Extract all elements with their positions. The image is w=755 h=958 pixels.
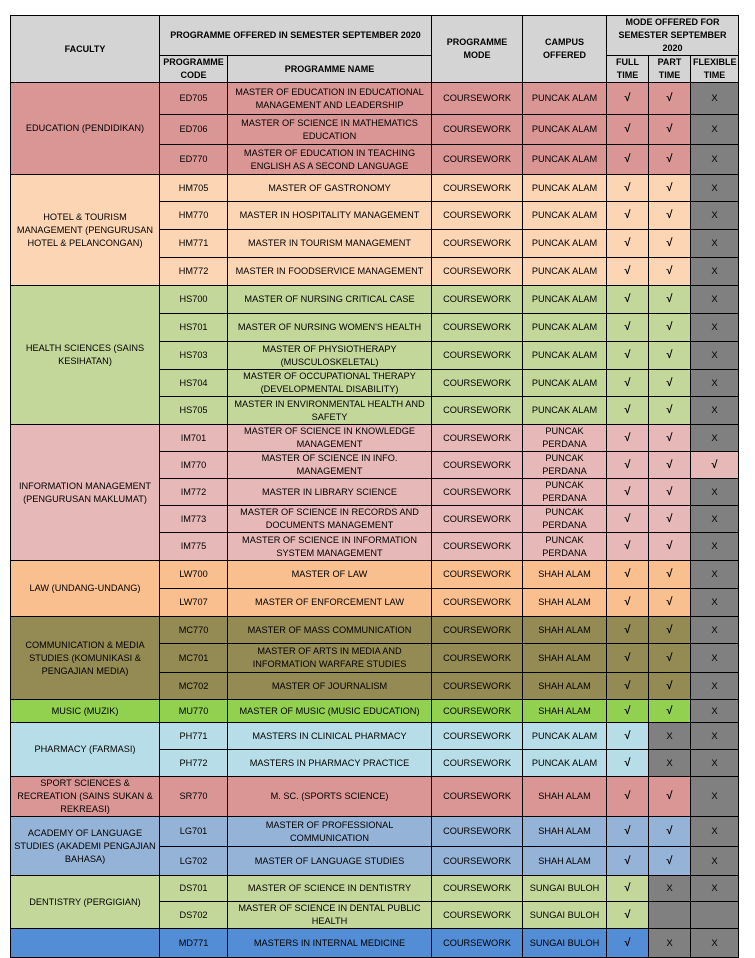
full-time-cell: √ xyxy=(607,817,649,847)
programme-name-cell: MASTERS IN PHARMACY PRACTICE xyxy=(228,750,432,777)
part-time-cell: √ xyxy=(649,617,691,644)
programme-code-cell: PH771 xyxy=(160,723,228,750)
programme-name-cell: MASTER OF SCIENCE IN INFORMATION SYSTEM MANAGEMENT xyxy=(228,533,432,561)
programme-code-header: PROGRAMME CODE xyxy=(160,56,228,83)
programme-name-cell: MASTER OF GASTRONOMY xyxy=(228,175,432,202)
part-time-cell: √ xyxy=(649,286,691,314)
programme-code-cell: HS700 xyxy=(160,286,228,314)
faculty-cell: INFORMATION MANAGEMENT (PENGURUSAN MAKLUMAT) xyxy=(11,425,160,561)
table-row xyxy=(11,723,739,750)
full-time-cell: √ xyxy=(607,202,649,230)
campus-offered-header: CAMPUS OFFERED xyxy=(523,16,607,83)
programme-code-cell: ED770 xyxy=(160,145,228,175)
part-time-cell: √ xyxy=(649,314,691,342)
campus-cell: PUNCAK PERDANA xyxy=(523,425,607,452)
faculty-cell xyxy=(11,929,160,958)
part-time-cell: √ xyxy=(649,370,691,397)
programme-code-cell: PH772 xyxy=(160,750,228,777)
flexible-time-cell: X xyxy=(691,847,739,876)
programme-mode-header: PROGRAMME MODE xyxy=(432,16,523,83)
flexible-time-cell: X xyxy=(691,876,739,902)
programme-mode-cell: COURSEWORK xyxy=(432,479,523,506)
faculty-cell: EDUCATION (PENDIDIKAN) xyxy=(11,83,160,175)
programme-name-cell: MASTER OF LANGUAGE STUDIES xyxy=(228,847,432,876)
part-time-cell: √ xyxy=(649,817,691,847)
programme-mode-cell: COURSEWORK xyxy=(432,202,523,230)
programme-name-cell: MASTER OF ENFORCEMENT LAW xyxy=(228,589,432,617)
flexible-time-cell: X xyxy=(691,673,739,700)
programme-code-cell: IM701 xyxy=(160,425,228,452)
programme-name-cell: MASTER OF EDUCATION IN EDUCATIONAL MANAGEMENT AND LEADERSHIP xyxy=(228,83,432,115)
part-time-cell: √ xyxy=(649,533,691,561)
full-time-cell: √ xyxy=(607,425,649,452)
flexible-time-cell: X xyxy=(691,929,739,958)
programme-table-sheet xyxy=(10,15,738,949)
flexible-time-cell: X xyxy=(691,397,739,425)
full-time-cell: √ xyxy=(607,929,649,958)
full-time-cell: √ xyxy=(607,644,649,673)
part-time-cell: √ xyxy=(649,700,691,723)
table-row xyxy=(11,777,739,817)
programme-mode-cell: COURSEWORK xyxy=(432,258,523,286)
part-time-cell: √ xyxy=(649,452,691,479)
programme-name-cell: MASTERS IN INTERNAL MEDICINE xyxy=(228,929,432,958)
programme-name-cell: MASTER IN TOURISM MANAGEMENT xyxy=(228,230,432,258)
programme-code-cell: HM771 xyxy=(160,230,228,258)
programme-code-cell: HM772 xyxy=(160,258,228,286)
campus-cell: SHAH ALAM xyxy=(523,617,607,644)
campus-cell: SUNGAI BULOH xyxy=(523,902,607,929)
flexible-time-cell: X xyxy=(691,506,739,533)
part-time-cell: X xyxy=(649,750,691,777)
programme-mode-cell: COURSEWORK xyxy=(432,561,523,589)
programme-mode-cell: COURSEWORK xyxy=(432,644,523,673)
programme-name-cell: MASTER IN LIBRARY SCIENCE xyxy=(228,479,432,506)
programme-code-cell: HS704 xyxy=(160,370,228,397)
full-time-cell: √ xyxy=(607,617,649,644)
full-time-cell: √ xyxy=(607,777,649,817)
table-row xyxy=(11,700,739,723)
programme-name-cell: MASTER IN HOSPITALITY MANAGEMENT xyxy=(228,202,432,230)
programme-mode-cell: COURSEWORK xyxy=(432,370,523,397)
campus-cell: SHAH ALAM xyxy=(523,644,607,673)
programme-code-cell: LG701 xyxy=(160,817,228,847)
part-time-cell: √ xyxy=(649,230,691,258)
programme-mode-cell: COURSEWORK xyxy=(432,425,523,452)
part-time-cell: √ xyxy=(649,202,691,230)
flexible-time-cell: X xyxy=(691,533,739,561)
flexible-time-cell: X xyxy=(691,370,739,397)
programme-mode-cell: COURSEWORK xyxy=(432,145,523,175)
programme-mode-cell: COURSEWORK xyxy=(432,314,523,342)
programme-mode-cell: COURSEWORK xyxy=(432,847,523,876)
programme-code-cell: IM770 xyxy=(160,452,228,479)
part-time-cell: √ xyxy=(649,145,691,175)
full-time-cell: √ xyxy=(607,83,649,115)
programme-mode-cell: COURSEWORK xyxy=(432,533,523,561)
programme-mode-cell: COURSEWORK xyxy=(432,876,523,902)
full-time-cell: √ xyxy=(607,533,649,561)
programme-code-cell: MU770 xyxy=(160,700,228,723)
flexible-time-cell: X xyxy=(691,589,739,617)
programme-mode-cell: COURSEWORK xyxy=(432,175,523,202)
programme-code-cell: ED705 xyxy=(160,83,228,115)
programme-name-cell: MASTER OF MASS COMMUNICATION xyxy=(228,617,432,644)
campus-cell: PUNCAK PERDANA xyxy=(523,506,607,533)
programme-code-cell: HM705 xyxy=(160,175,228,202)
faculty-cell: PHARMACY (FARMASI) xyxy=(11,723,160,777)
flexible-time-cell: X xyxy=(691,425,739,452)
programme-code-cell: MD771 xyxy=(160,929,228,958)
programme-table-body xyxy=(11,83,739,958)
full-time-cell: √ xyxy=(607,847,649,876)
programme-name-cell: MASTER OF MUSIC (MUSIC EDUCATION) xyxy=(228,700,432,723)
programme-code-cell: LG702 xyxy=(160,847,228,876)
programme-mode-cell: COURSEWORK xyxy=(432,902,523,929)
campus-cell: PUNCAK ALAM xyxy=(523,175,607,202)
campus-cell: PUNCAK ALAM xyxy=(523,314,607,342)
programme-mode-cell: COURSEWORK xyxy=(432,506,523,533)
flexible-time-cell: X xyxy=(691,342,739,370)
part-time-cell: √ xyxy=(649,175,691,202)
full-time-cell: √ xyxy=(607,314,649,342)
programme-code-cell: MC770 xyxy=(160,617,228,644)
full-time-cell: √ xyxy=(607,342,649,370)
campus-cell: PUNCAK ALAM xyxy=(523,286,607,314)
flexible-time-cell: X xyxy=(691,561,739,589)
faculty-cell: DENTISTRY (PERGIGIAN) xyxy=(11,876,160,929)
programme-name-cell: MASTER OF SCIENCE IN DENTAL PUBLIC HEALTH xyxy=(228,902,432,929)
programme-mode-cell: COURSEWORK xyxy=(432,397,523,425)
part-time-cell: X xyxy=(649,929,691,958)
programme-table xyxy=(10,15,739,958)
flexible-time-cell: X xyxy=(691,230,739,258)
full-time-cell: √ xyxy=(607,258,649,286)
programme-mode-cell: COURSEWORK xyxy=(432,617,523,644)
full-time-cell: √ xyxy=(607,370,649,397)
part-time-cell: √ xyxy=(649,847,691,876)
campus-cell: PUNCAK PERDANA xyxy=(523,479,607,506)
campus-cell: PUNCAK PERDANA xyxy=(523,533,607,561)
programme-mode-cell: COURSEWORK xyxy=(432,700,523,723)
faculty-cell: SPORT SCIENCES & RECREATION (SAINS SUKAN & REKREASI) xyxy=(11,777,160,817)
full-time-cell: √ xyxy=(607,589,649,617)
faculty-cell: HOTEL & TOURISM MANAGEMENT (PENGURUSAN HOTEL & PELANCONGAN) xyxy=(11,175,160,286)
campus-cell: PUNCAK ALAM xyxy=(523,750,607,777)
campus-cell: PUNCAK ALAM xyxy=(523,202,607,230)
programme-name-cell: MASTER OF SCIENCE IN KNOWLEDGE MANAGEMENT xyxy=(228,425,432,452)
part-time-cell: √ xyxy=(649,561,691,589)
flexible-time-cell: X xyxy=(691,777,739,817)
part-time-cell: X xyxy=(649,876,691,902)
campus-cell: SHAH ALAM xyxy=(523,777,607,817)
part-time-cell: √ xyxy=(649,397,691,425)
programme-code-cell: DS701 xyxy=(160,876,228,902)
table-row xyxy=(11,617,739,644)
full-time-cell: √ xyxy=(607,145,649,175)
full-time-cell: √ xyxy=(607,723,649,750)
programme-name-cell: MASTER OF PROFESSIONAL COMMUNICATION xyxy=(228,817,432,847)
faculty-cell: HEALTH SCIENCES (SAINS KESIHATAN) xyxy=(11,286,160,425)
programme-mode-cell: COURSEWORK xyxy=(432,589,523,617)
part-time-cell: √ xyxy=(649,777,691,817)
campus-cell: SHAH ALAM xyxy=(523,561,607,589)
flexible-time-cell: X xyxy=(691,83,739,115)
flexible-time-cell: X xyxy=(691,202,739,230)
programme-mode-cell: COURSEWORK xyxy=(432,83,523,115)
full-time-cell: √ xyxy=(607,175,649,202)
programme-name-cell: MASTER OF LAW xyxy=(228,561,432,589)
campus-cell: PUNCAK ALAM xyxy=(523,115,607,145)
programme-code-cell: HS705 xyxy=(160,397,228,425)
table-row xyxy=(11,83,739,115)
table-row xyxy=(11,175,739,202)
campus-cell: PUNCAK ALAM xyxy=(523,370,607,397)
programme-name-cell: MASTER OF EDUCATION IN TEACHING ENGLISH AS A SECOND LANGUAGE xyxy=(228,145,432,175)
programme-code-cell: ED706 xyxy=(160,115,228,145)
part-time-cell: √ xyxy=(649,673,691,700)
faculty-header: FACULTY xyxy=(11,16,160,83)
programme-code-cell: HS703 xyxy=(160,342,228,370)
programme-code-cell: LW707 xyxy=(160,589,228,617)
flexible-time-cell xyxy=(691,902,739,929)
programme-mode-cell: COURSEWORK xyxy=(432,723,523,750)
part-time-cell xyxy=(649,902,691,929)
part-time-cell: √ xyxy=(649,589,691,617)
full-time-cell: √ xyxy=(607,876,649,902)
flexible-time-cell: X xyxy=(691,115,739,145)
full-time-cell: √ xyxy=(607,286,649,314)
campus-cell: PUNCAK ALAM xyxy=(523,145,607,175)
part-time-cell: √ xyxy=(649,644,691,673)
full-time-cell: √ xyxy=(607,397,649,425)
table-row xyxy=(11,286,739,314)
flexible-time-cell: X xyxy=(691,750,739,777)
campus-cell: PUNCAK ALAM xyxy=(523,230,607,258)
programme-code-cell: IM775 xyxy=(160,533,228,561)
programme-code-cell: HM770 xyxy=(160,202,228,230)
programme-name-cell: MASTER OF NURSING CRITICAL CASE xyxy=(228,286,432,314)
flexible-time-cell: X xyxy=(691,258,739,286)
campus-cell: SHAH ALAM xyxy=(523,589,607,617)
part-time-cell: √ xyxy=(649,342,691,370)
full-time-cell: √ xyxy=(607,700,649,723)
campus-cell: SHAH ALAM xyxy=(523,847,607,876)
campus-cell: PUNCAK ALAM xyxy=(523,342,607,370)
campus-cell: SHAH ALAM xyxy=(523,817,607,847)
full-time-cell: √ xyxy=(607,479,649,506)
part-time-cell: √ xyxy=(649,479,691,506)
campus-cell: PUNCAK PERDANA xyxy=(523,452,607,479)
part-time-cell: √ xyxy=(649,506,691,533)
programme-name-cell: MASTER OF OCCUPATIONAL THERAPY (DEVELOPMENTAL DISABILITY) xyxy=(228,370,432,397)
campus-cell: SHAH ALAM xyxy=(523,673,607,700)
full-time-cell: √ xyxy=(607,506,649,533)
programme-name-cell: MASTER IN ENVIRONMENTAL HEALTH AND SAFETY xyxy=(228,397,432,425)
programme-name-cell: MASTER OF JOURNALISM xyxy=(228,673,432,700)
faculty-cell: LAW (UNDANG-UNDANG) xyxy=(11,561,160,617)
campus-cell: PUNCAK ALAM xyxy=(523,397,607,425)
programme-mode-cell: COURSEWORK xyxy=(432,342,523,370)
campus-cell: SUNGAI BULOH xyxy=(523,876,607,902)
programme-code-cell: IM773 xyxy=(160,506,228,533)
table-row xyxy=(11,876,739,902)
full-time-cell: √ xyxy=(607,561,649,589)
programme-name-header: PROGRAMME NAME xyxy=(228,56,432,83)
programme-name-cell: MASTER OF SCIENCE IN DENTISTRY xyxy=(228,876,432,902)
full-time-cell: √ xyxy=(607,230,649,258)
programme-name-cell: MASTERS IN CLINICAL PHARMACY xyxy=(228,723,432,750)
programme-name-cell: MASTER OF SCIENCE IN MATHEMATICS EDUCATION xyxy=(228,115,432,145)
full-time-header: FULL TIME xyxy=(607,56,649,83)
programme-code-cell: IM772 xyxy=(160,479,228,506)
programme-code-cell: LW700 xyxy=(160,561,228,589)
programme-name-cell: MASTER OF SCIENCE IN RECORDS AND DOCUMENTS MANAGEMENT xyxy=(228,506,432,533)
flexible-time-cell: X xyxy=(691,617,739,644)
flexible-time-cell: X xyxy=(691,817,739,847)
faculty-cell: ACADEMY OF LANGUAGE STUDIES (AKADEMI PENGAJIAN BAHASA) xyxy=(11,817,160,876)
programme-name-cell: MASTER OF PHYSIOTHERAPY (MUSCULOSKELETAL) xyxy=(228,342,432,370)
full-time-cell: √ xyxy=(607,115,649,145)
part-time-header: PART TIME xyxy=(649,56,691,83)
programme-mode-cell: COURSEWORK xyxy=(432,673,523,700)
programme-name-cell: M. SC. (SPORTS SCIENCE) xyxy=(228,777,432,817)
flexible-time-cell: X xyxy=(691,286,739,314)
programme-code-cell: HS701 xyxy=(160,314,228,342)
campus-cell: PUNCAK ALAM xyxy=(523,258,607,286)
programme-mode-cell: COURSEWORK xyxy=(432,286,523,314)
campus-cell: SUNGAI BULOH xyxy=(523,929,607,958)
flexible-time-cell: X xyxy=(691,700,739,723)
flexible-time-cell: X xyxy=(691,723,739,750)
programme-code-cell: MC702 xyxy=(160,673,228,700)
programme-mode-cell: COURSEWORK xyxy=(432,230,523,258)
programme-mode-cell: COURSEWORK xyxy=(432,777,523,817)
part-time-cell: √ xyxy=(649,258,691,286)
campus-cell: PUNCAK ALAM xyxy=(523,83,607,115)
programme-name-cell: MASTER OF ARTS IN MEDIA AND INFORMATION WARFARE STUDIES xyxy=(228,644,432,673)
table-row xyxy=(11,425,739,452)
full-time-cell: √ xyxy=(607,452,649,479)
campus-cell: SHAH ALAM xyxy=(523,700,607,723)
part-time-cell: √ xyxy=(649,83,691,115)
full-time-cell: √ xyxy=(607,902,649,929)
flexible-time-cell: √ xyxy=(691,452,739,479)
programme-mode-cell: COURSEWORK xyxy=(432,817,523,847)
programme-name-cell: MASTER IN FOODSERVICE MANAGEMENT xyxy=(228,258,432,286)
full-time-cell: √ xyxy=(607,673,649,700)
programme-code-cell: DS702 xyxy=(160,902,228,929)
flexible-time-cell: X xyxy=(691,479,739,506)
programme-mode-cell: COURSEWORK xyxy=(432,452,523,479)
programme-name-cell: MASTER OF NURSING WOMEN'S HEALTH xyxy=(228,314,432,342)
table-row xyxy=(11,817,739,847)
programme-code-cell: MC701 xyxy=(160,644,228,673)
mode-offered-header: MODE OFFERED FOR SEMESTER SEPTEMBER 2020 xyxy=(607,16,739,56)
faculty-cell: MUSIC (MUZIK) xyxy=(11,700,160,723)
table-row xyxy=(11,929,739,958)
campus-cell: PUNCAK ALAM xyxy=(523,723,607,750)
full-time-cell: √ xyxy=(607,750,649,777)
programme-mode-cell: COURSEWORK xyxy=(432,115,523,145)
part-time-cell: √ xyxy=(649,115,691,145)
flexible-time-cell: X xyxy=(691,175,739,202)
programme-offered-header: PROGRAMME OFFERED IN SEMESTER SEPTEMBER 2020 xyxy=(160,16,432,56)
table-row xyxy=(11,561,739,589)
faculty-cell: COMMUNICATION & MEDIA STUDIES (KOMUNIKASI & PENGAJIAN MEDIA) xyxy=(11,617,160,700)
flexible-time-header: FLEXIBLE TIME xyxy=(691,56,739,83)
part-time-cell: √ xyxy=(649,425,691,452)
flexible-time-cell: X xyxy=(691,145,739,175)
flexible-time-cell: X xyxy=(691,644,739,673)
part-time-cell: X xyxy=(649,723,691,750)
programme-code-cell: SR770 xyxy=(160,777,228,817)
flexible-time-cell: X xyxy=(691,314,739,342)
programme-mode-cell: COURSEWORK xyxy=(432,929,523,958)
programme-mode-cell: COURSEWORK xyxy=(432,750,523,777)
programme-name-cell: MASTER OF SCIENCE IN INFO. MANAGEMENT xyxy=(228,452,432,479)
